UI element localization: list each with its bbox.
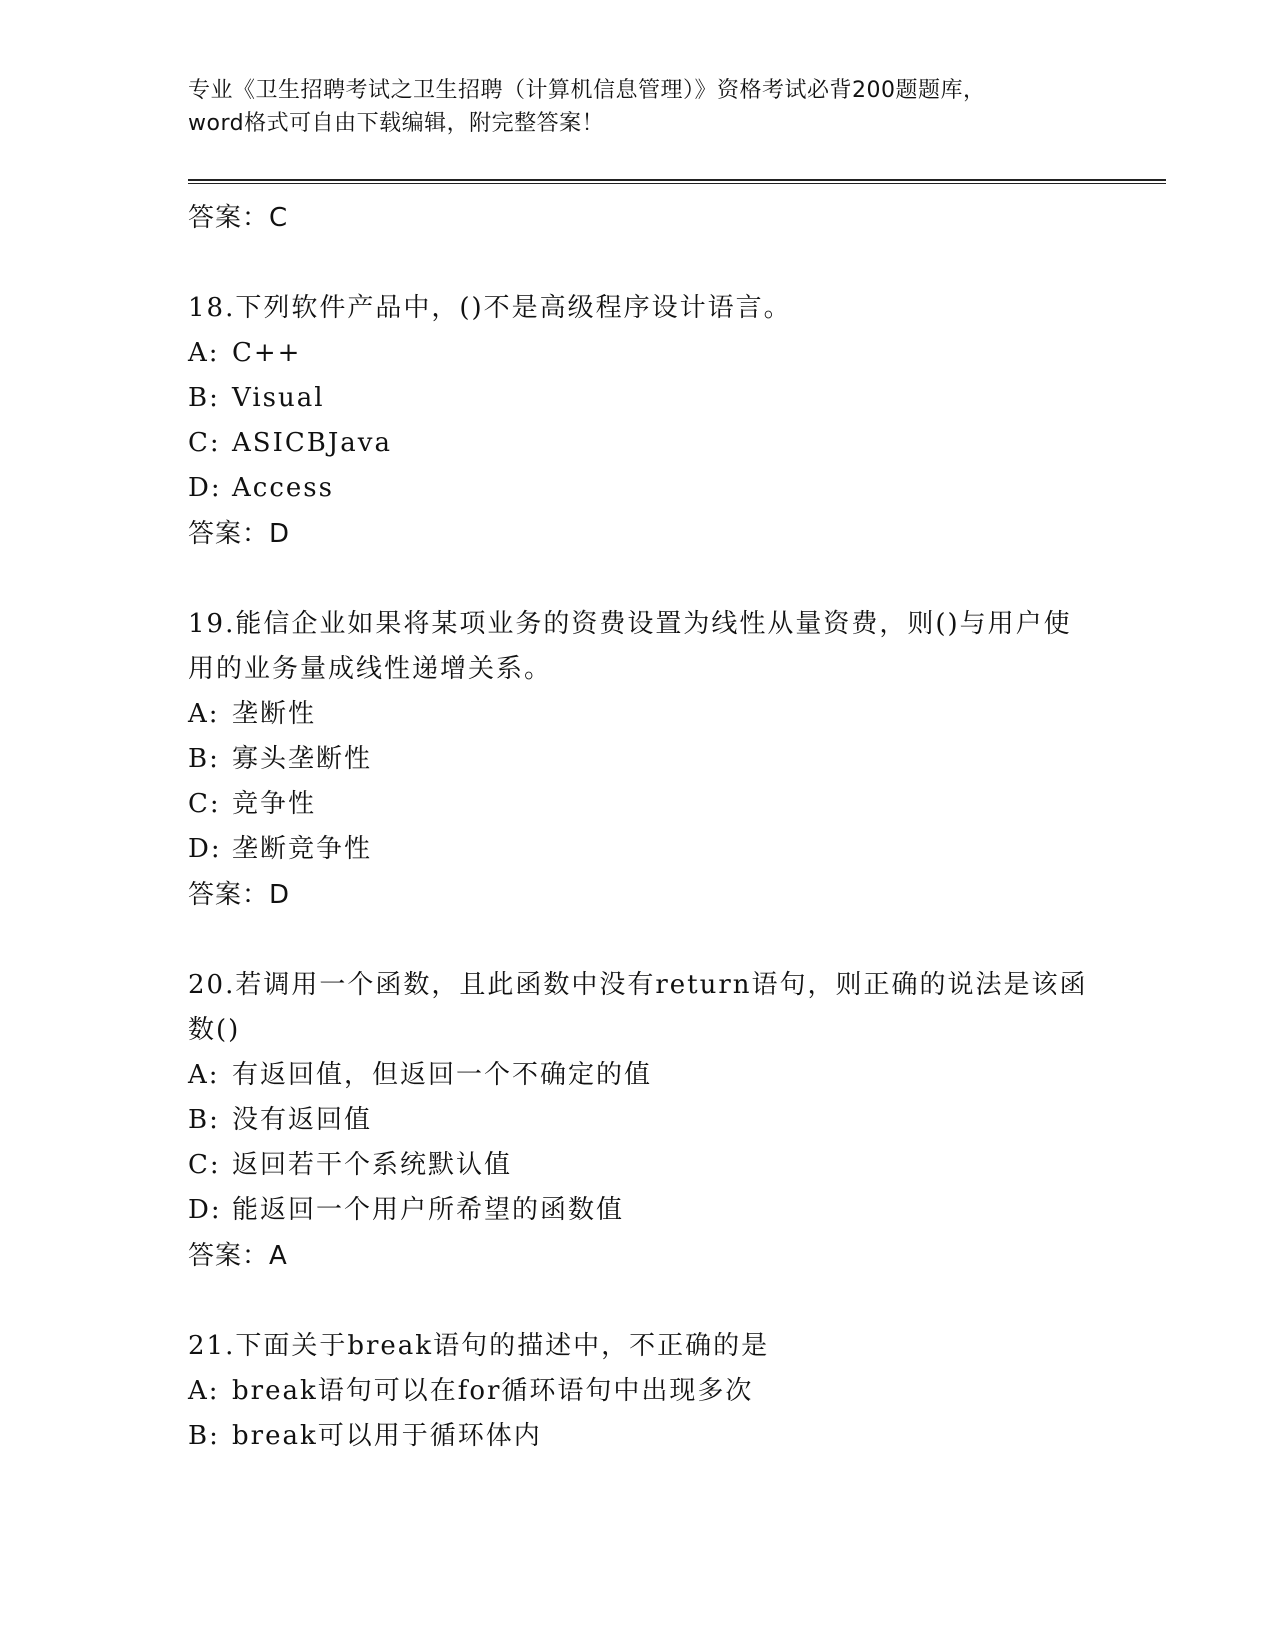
option-key: A: bbox=[188, 338, 220, 368]
option-row bbox=[188, 737, 1088, 782]
option-text: 垄断竞争性 bbox=[232, 834, 373, 864]
question-block bbox=[188, 1324, 1088, 1459]
option-text: C++ bbox=[232, 338, 302, 368]
option-row bbox=[188, 1098, 1088, 1143]
question-stem: 18.下列软件产品中，()不是高级程序设计语言。 bbox=[188, 293, 792, 323]
header-line-2: word格式可自由下载编辑，附完整答案！ bbox=[188, 111, 605, 136]
question-stem: 19.能信企业如果将某项业务的资费设置为线性从量资费，则()与用户使用的业务量成线性递增关系。 bbox=[188, 609, 1072, 684]
option-key: B: bbox=[188, 1421, 220, 1451]
option-key: B: bbox=[188, 1105, 220, 1135]
question-block bbox=[188, 963, 1088, 1279]
option-text: 能返回一个用户所希望的函数值 bbox=[232, 1195, 625, 1225]
option-text: 垄断性 bbox=[232, 699, 317, 729]
option-text: Visual bbox=[232, 383, 325, 413]
answer-line: 答案：D bbox=[188, 880, 291, 910]
answer-line: 答案：A bbox=[188, 1241, 288, 1271]
option-text: Access bbox=[232, 473, 334, 503]
question-list bbox=[188, 195, 1088, 1459]
option-text: 没有返回值 bbox=[232, 1105, 373, 1135]
option-key: B: bbox=[188, 744, 220, 774]
option-key: B: bbox=[188, 383, 220, 413]
answer-line: 答案：D bbox=[188, 519, 291, 549]
option-row bbox=[188, 1369, 1088, 1414]
answer-line: 答案：C bbox=[188, 203, 289, 233]
option-row bbox=[188, 827, 1088, 872]
option-key: D: bbox=[188, 473, 222, 503]
option-key: C: bbox=[188, 428, 221, 458]
option-key: A: bbox=[188, 1376, 220, 1406]
option-row bbox=[188, 466, 1088, 511]
option-key: C: bbox=[188, 1150, 221, 1180]
question-stem: 21.下面关于break语句的描述中，不正确的是 bbox=[188, 1331, 770, 1361]
option-row bbox=[188, 1053, 1088, 1098]
document-header bbox=[188, 74, 1088, 140]
option-key: A: bbox=[188, 1060, 220, 1090]
option-text: 有返回值，但返回一个不确定的值 bbox=[232, 1060, 653, 1090]
option-row bbox=[188, 1414, 1088, 1459]
option-key: A: bbox=[188, 699, 220, 729]
option-row bbox=[188, 782, 1088, 827]
header-line-1: 专业《卫生招聘考试之卫生招聘（计算机信息管理）》资格考试必背200题题库， bbox=[188, 78, 986, 103]
option-key: C: bbox=[188, 789, 221, 819]
option-text: break语句可以在for循环语句中出现多次 bbox=[232, 1376, 754, 1406]
option-row bbox=[188, 331, 1088, 376]
question-block bbox=[188, 286, 1088, 557]
question-block bbox=[188, 602, 1088, 918]
option-row bbox=[188, 376, 1088, 421]
option-row bbox=[188, 1143, 1088, 1188]
option-text: 寡头垄断性 bbox=[232, 744, 373, 774]
option-row bbox=[188, 692, 1088, 737]
option-text: 返回若干个系统默认值 bbox=[232, 1150, 513, 1180]
question-stem: 20.若调用一个函数，且此函数中没有return语句，则正确的说法是该函数() bbox=[188, 970, 1088, 1045]
option-row bbox=[188, 421, 1088, 466]
option-key: D: bbox=[188, 1195, 222, 1225]
option-text: ASICBJava bbox=[232, 428, 392, 458]
option-text: 竞争性 bbox=[232, 789, 317, 819]
option-text: break可以用于循环体内 bbox=[232, 1421, 542, 1451]
option-row bbox=[188, 1188, 1088, 1233]
header-divider bbox=[188, 179, 1166, 184]
option-key: D: bbox=[188, 834, 222, 864]
